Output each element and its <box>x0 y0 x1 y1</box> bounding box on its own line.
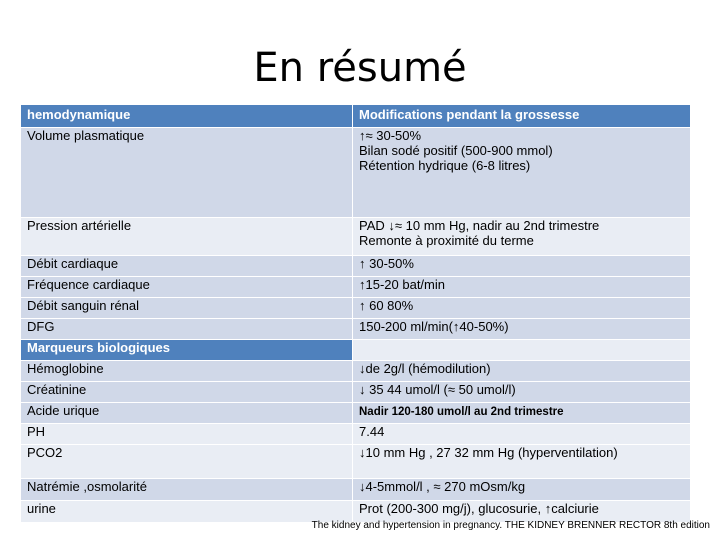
row-value: 7.44 <box>353 424 691 445</box>
table-row <box>21 403 691 424</box>
row-value: 150-200 ml/min(↑40-50%) <box>353 319 691 340</box>
table-row <box>21 277 691 298</box>
summary-table <box>20 104 691 523</box>
row-label: Fréquence cardiaque <box>21 277 353 298</box>
row-value: ↓4-5mmol/l , ≈ 270 mOsm/kg <box>353 479 691 501</box>
table-row <box>21 479 691 501</box>
table-row <box>21 361 691 382</box>
row-label: Débit sanguin rénal <box>21 298 353 319</box>
summary-table-container <box>20 104 690 516</box>
section-blank-cell <box>353 340 691 361</box>
row-value: Prot (200-300 mg/j), glucosurie, ↑calciurie <box>353 501 691 523</box>
source-caption: The kidney and hypertension in pregnancy. THE KIDNEY BRENNER RECTOR 8th edition <box>311 520 710 531</box>
table-row <box>21 445 691 479</box>
row-label: PCO2 <box>21 445 353 479</box>
value-line: Rétention hydrique (6-8 litres) <box>359 158 531 173</box>
header-modifications: Modifications pendant la grossesse <box>353 105 691 128</box>
row-value: ↓ 35 44 umol/l (≈ 50 umol/l) <box>353 382 691 403</box>
row-label: urine <box>21 501 353 523</box>
row-value: ↑ 60 80% <box>353 298 691 319</box>
row-value <box>353 128 691 218</box>
table-header-row <box>21 105 691 128</box>
value-line: PAD ↓≈ 10 mm Hg, nadir au 2nd trimestre <box>359 218 600 233</box>
row-label: Natrémie ,osmolarité <box>21 479 353 501</box>
row-label: Créatinine <box>21 382 353 403</box>
row-value: ↑ 30-50% <box>353 256 691 277</box>
table-row <box>21 319 691 340</box>
row-label: Pression artérielle <box>21 218 353 256</box>
row-value: ↓10 mm Hg , 27 32 mm Hg (hyperventilation) <box>353 445 691 479</box>
table-row <box>21 218 691 256</box>
table-row <box>21 382 691 403</box>
header-parameter: hemodynamique <box>21 105 353 128</box>
row-value: ↓de 2g/l (hémodilution) <box>353 361 691 382</box>
value-line: Nadir 120-180 umol/l au 2nd trimestre <box>359 406 564 418</box>
slide-title: En résumé <box>253 45 467 91</box>
row-label: Débit cardiaque <box>21 256 353 277</box>
table-row <box>21 298 691 319</box>
row-value <box>353 218 691 256</box>
value-line: Remonte à proximité du terme <box>359 233 534 248</box>
value-line: Bilan sodé positif (500-900 mmol) <box>359 143 553 158</box>
row-value: ↑15-20 bat/min <box>353 277 691 298</box>
section-row-biomarkers <box>21 340 691 361</box>
row-label: DFG <box>21 319 353 340</box>
row-label: Volume plasmatique <box>21 128 353 218</box>
table-row <box>21 256 691 277</box>
row-label: Hémoglobine <box>21 361 353 382</box>
table-row <box>21 424 691 445</box>
section-label: Marqueurs biologiques <box>21 340 353 361</box>
row-label: PH <box>21 424 353 445</box>
row-label: Acide urique <box>21 403 353 424</box>
table-row <box>21 128 691 218</box>
row-value <box>353 403 691 424</box>
value-line: ↑≈ 30-50% <box>359 128 422 143</box>
